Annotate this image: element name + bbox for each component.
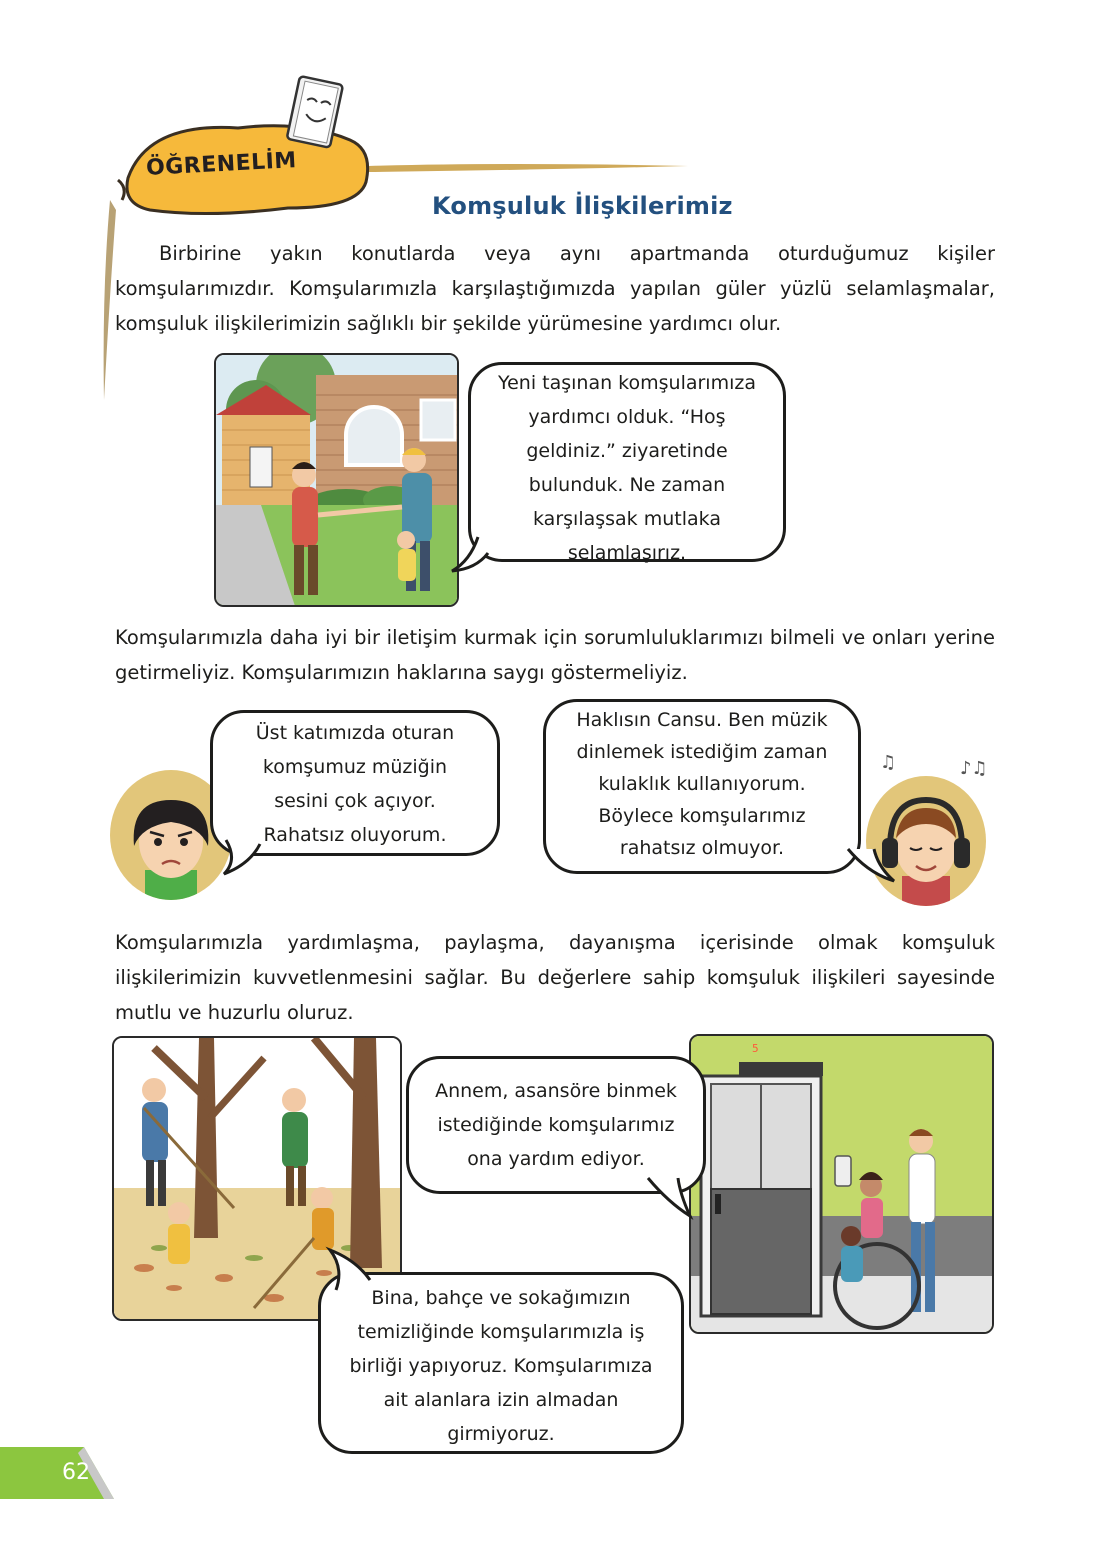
page-number-tab <box>0 1447 116 1501</box>
solidarity-paragraph: Komşularımızla yardımlaşma, paylaşma, dayanışma içerisinde olmak komşuluk ilişkilerimizin kuvvetlenmesini sağlar. Bu değerlere sahip komşuluk ilişkileri sayesinde mutlu ve huzurlu oluruz. <box>115 931 995 1024</box>
headphones-bubble-tail <box>838 845 898 889</box>
music-notes-icon: ♫ <box>880 752 897 773</box>
elevator-illustration <box>689 1034 994 1334</box>
headphones-speech-bubble: Haklısın Cansu. Ben müzik dinlemek istediğim zaman kulaklık kullanıyorum. Böylece komşularımız rahatsız olmuyor. <box>543 699 861 874</box>
music-notes-icon: ♪♫ <box>960 758 988 779</box>
complaint-speech-bubble: Üst katımızda oturan komşumuz müziğin sesini çok açıyor. Rahatsız oluyorum. <box>210 710 500 856</box>
complaint-bubble-tail <box>216 838 276 882</box>
responsibility-paragraph: Komşularımızla daha iyi bir iletişim kurmak için sorumluluklarımızı bilmeli ve onları yerine getirmeliyiz. Komşularımızın haklarına saygı göstermeliyiz. <box>115 626 995 684</box>
elevator-bubble-tail <box>640 1172 700 1226</box>
cleaning-bubble-tail <box>322 1246 382 1300</box>
cleaning-speech-bubble: Bina, bahçe ve sokağımızın temizliğinde komşularımızla iş birliği yapıyoruz. Komşularımıza ait alanlara izin almadan girmiyoruz. <box>318 1272 684 1454</box>
elevator-floor-display: 5 <box>752 1042 759 1055</box>
elevator-speech-bubble: Annem, asansöre binmek istediğinde komşularımız ona yardım ediyor. <box>406 1056 706 1194</box>
section-badge-label: ÖĞRENELİM <box>145 148 298 181</box>
welcome-bubble-tail <box>450 535 490 579</box>
section-badge <box>88 70 708 410</box>
page-title: Komşuluk İlişkilerimiz <box>432 192 733 220</box>
page-number: 62 <box>62 1460 90 1485</box>
intro-paragraph: Birbirine yakın konutlarda veya aynı apartmanda oturduğumuz kişiler komşularımızdır. Komşularımızla karşılaştığımızda yapılan güler yüzlü selamlaşmalar, komşuluk ilişkilerimizin sağlıklı bir şekilde yürümesine yardımcı olur. <box>115 242 995 335</box>
welcome-speech-bubble: Yeni taşınan komşularımıza yardımcı olduk. “Hoş geldiniz.” ziyaretinde bulunduk. Ne zaman karşılaşsak mutlaka selamlaşırız. <box>468 362 786 562</box>
